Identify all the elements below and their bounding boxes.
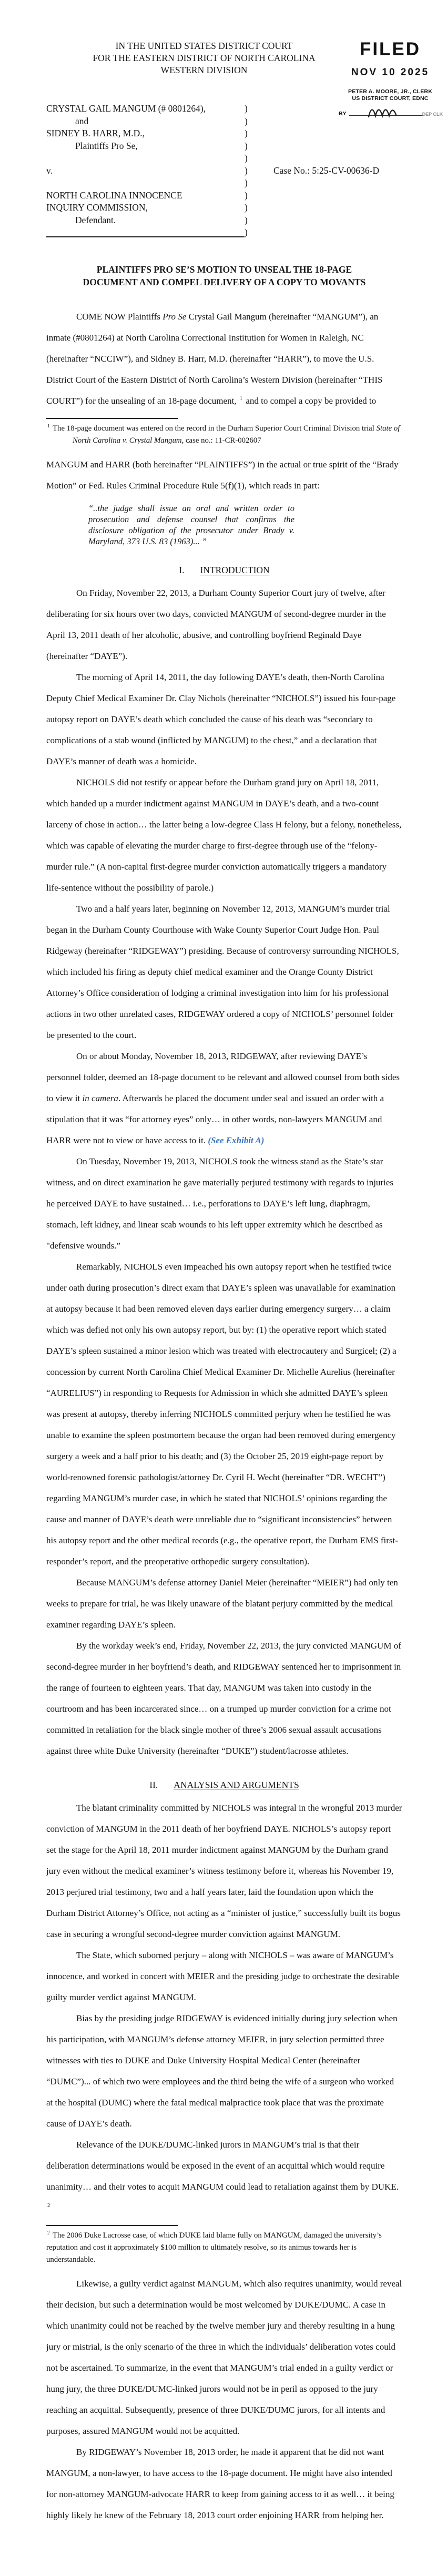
text-segment: On or about Monday, November 18, 2013, RIDGEWAY, after reviewing DAYE’s personnel folder, deemed an 18-page document to be relevant and allowed counsel from both sides to view it <box>46 1051 400 1103</box>
by-label: BY <box>339 111 347 117</box>
court-header-line-1: IN THE UNITED STATES DISTRICT COURT <box>115 41 293 51</box>
caption-paren: ) <box>245 115 248 126</box>
caption-paren: ) <box>245 177 248 188</box>
caption-party-text: INQUIRY COMMISSION, <box>46 202 148 213</box>
caption-party-text <box>46 152 245 165</box>
motion-title-line-2: DOCUMENT AND COMPEL DELIVERY OF A COPY TO MOVANTS <box>83 276 366 287</box>
text-segment: The blatant criminality committed by NICHOLS was integral in the wrongful 2013 murder conviction of MANGUM in the 2011 death of her boyfriend DAYE. NICHOLS’s autopsy report set the stage for the April 18, 2011 murder indictment against MANGUM by the Durham grand jury even without the medical examiner’s witness testimony before it, whereas his November 19, 2013 perjured trial testimony, two and a half years later, laid the foundation upon which the Durham District Attorney’s Office, not acting as a “minister of justice,” successfully built its bogus case in securing a wrongful second-degree murder conviction against MANGUM. <box>46 1802 402 1939</box>
text-segment: Likewise, a guilty verdict against MANGUM, which also requires unanimity, would reveal their decision, but such a determination would be most welcomed by DUKE/DUMC. A case in which unanimity could not be reached by the twelve member jury and thereby resulting in a hung jury or mistrial, is the only scenario of the three in which the individuals’ deliberation votes could not be ascertained. To summarize, in the event that MANGUM’s trial ended in a guilty verdict or hung jury, the three DUKE/DUMC-linked jurors would not be in peril as opposed to the jury reaching an acquittal. Subsequently, presence of three DUKE/DUMC jurors, for all intents and purposes, assured MANGUM would not be acquitted. <box>46 2278 402 2436</box>
caption-signature-line <box>46 226 245 237</box>
body-paragraph <box>46 1046 402 1151</box>
caption-paren: ) <box>245 153 248 163</box>
caption-row <box>46 189 402 202</box>
section-title: ANALYSIS AND ARGUMENTS <box>174 1779 299 1790</box>
text-segment: Because MANGUM’s defense attorney Daniel Meier (hereinafter “MEIER”) had only ten weeks to prepare for trial, he was likely unaware of the blatant perjury committed by the medical examiner regarding DAYE’s spleen. <box>46 1577 398 1630</box>
section-number: II. <box>149 1779 158 1790</box>
section-heading <box>46 1776 402 1793</box>
body-paragraph <box>46 583 402 667</box>
caption-party-text: CRYSTAL GAIL MANGUM (# 0801264), <box>46 103 206 114</box>
body-paragraph <box>46 1798 402 1945</box>
caption-paren: ) <box>245 214 248 225</box>
text-segment: By the workday week’s end, Friday, November 22, 2013, the jury convicted MANGUM of second-degree murder in her boyfriend’s death, and RIDGEWAY sentenced her to imprisonment in the range of fourteen to eighteen years. That day, MANGUM was taken into custody in the courtroom and has been incarcerated since… on a trumped up murder conviction for a crime not committed in retaliation for the black single mother of three’s 2006 sexual assault accusations against three white Duke University (hereinafter “DUKE”) student/lacrosse athletes. <box>46 1640 401 1756</box>
body-paragraph <box>46 2134 402 2219</box>
caption-paren: ) <box>245 227 248 237</box>
footnote-reference: 1 <box>239 395 243 402</box>
text-segment: On Tuesday, November 19, 2013, NICHOLS took the witness stand as the State’s star witness, and on direct examination he gave materially perjured testimony with regards to injuries he perceived DAYE to have sustained… i.e., perforations to DAYE’s left lung, diaphragm, stomach, left kidney, and linear scab wounds to his left upper extremity which he described as "defensive wounds.” <box>46 1156 393 1251</box>
footnote <box>46 2225 402 2266</box>
body-paragraph <box>46 2008 402 2134</box>
text-segment: Two and a half years later, beginning on November 12, 2013, MANGUM’s murder trial began in the Durham County Courthouse with Wake County Superior Court Judge Hon. Paul Ridgeway (hereinafter “RIDGEWAY”) presiding. Because of controversy surrounding NICHOLS, which included his firing as deputy chief medical examiner and the Orange County District Attorney’s Office consideration of lodging a criminal investigation into him for his professional actions in two other unrelated cases, RIDGEWAY ordered a copy of NICHOLS’ personnel folder be presented to the court. <box>46 903 399 1040</box>
body-paragraph <box>46 1151 402 1256</box>
footnote-text <box>46 423 402 447</box>
filed-stamp-date: NOV 10 2025 <box>351 67 430 78</box>
section-title: INTRODUCTION <box>200 564 270 575</box>
text-segment: Remarkably, NICHOLS even impeached his own autopsy report when he testified twice under oath during prosecution’s direct exam that DAYE’s spleen was unavailable for examination at autopsy because it had been removed eleven days earlier during emergency surgery… a claim which was defied not only his own autopsy report, but by: (1) the operative report which stated DAYE’s spleen sustained a minor lesion which was treated with electrocautery and Surgicel; (2) a concession by current North Carolina Chief Medical Examiner Dr. Michelle Aurelius (hereinafter “AURELIUS”) in responding to Requests for Admission in which she admitted DAYE’s spleen was present at autopsy, thereby inferring NICHOLS committed perjury when he testified he was unable to examine the spleen postmortem because the organ had been removed during emergency surgery a week and a half prior to his death; and (3) the October 25, 2019 eight-page report by world-renowned forensic pathologist/attorney Dr. Cyril H. Wecht (hereinafter “DR. WECHT”) regarding MANGUM’s murder case, in which he stated that NICHOLS’ opinions regarding the cause and manner of DAYE’s death were unreliable due to “significant inconsistencies” between his autopsy report and the other medical records (e.g., the operative report, the Durham EMS first-responder’s report, and the preoperative orthopedic surgery consultation). <box>46 1261 398 1566</box>
text-segment: By RIDGEWAY’s November 18, 2013 order, he made it apparent that he did not want MANGUM, a non-lawyer, to have access to the 18-page document. He might have also intended for non-attorney MANGUM-advocate HARR to keep from gaining access to it as well… it being highly likely he knew of the February 18, 2013 court order enjoining HARR from helping her. <box>46 2447 394 2520</box>
case-caption <box>46 103 402 239</box>
footnote-separator <box>46 418 178 419</box>
exhibit-reference: (See Exhibit A) <box>208 1135 265 1145</box>
text-segment: case no.: 11-CR-002607 <box>184 436 261 445</box>
court-header <box>46 0 362 76</box>
section-heading <box>46 562 402 578</box>
text-segment: The State, which suborned perjury – along with NICHOLS – was aware of MANGUM’s innocence, and worked in concert with MEIER and the presiding judge to orchestrate the desirable guilty murder verdict against MANGUM. <box>46 1950 399 2002</box>
caption-row <box>46 177 402 189</box>
caption-party-text: and <box>75 115 89 126</box>
body-paragraph <box>46 454 402 496</box>
text-segment: Bias by the presiding judge RIDGEWAY is evidenced initially during jury selection when his participation, with MANGUM’s defense attorney MEIER, in jury selection permitted three witnesses with ties to DUKE and Duke University Hospital Medical Center (hereinafter “DUMC”)... of which two were employees and the third being the wife of a surgeon who worked at the hospital (DUMC) where the fatal medical malpractice took place that was the proximate cause of DAYE’s death. <box>46 2013 398 2129</box>
text-segment: The 2006 Duke Lacrosse case, of which DUKE laid blame fully on MANGUM, damaged the university’s reputation and cost it approximately $100 million to ultimately resolve, so its animus towards her is understandable. <box>46 2231 382 2264</box>
caption-row <box>46 140 402 153</box>
clerk-name-line: PETER A. MOORE, JR., CLERK <box>348 88 432 95</box>
text-segment: . Afterwards he placed the document under seal and issued an order with a stipulation that it was “for attorney eyes” only… in other words, non-lawyers MANGUM and HARR were not to view or have access to it. <box>46 1093 384 1145</box>
caption-paren: ) <box>245 202 248 213</box>
motion-title <box>46 263 402 288</box>
text-segment: The morning of April 14, 2011, the day following DAYE’s death, then-North Carolina Deputy Chief Medical Examiner Dr. Clay Nichols (hereinafter “NICHOLS”) issued his four-page autopsy report on DAYE’s death which concluded the cause of his death was “secondary to complications of a stab wound (inflicted by MANGUM) to the chest,” and a declaration that DAYE’s manner of death was a homicide. <box>46 672 396 766</box>
caption-paren: ) <box>245 103 248 114</box>
caption-row <box>46 226 402 239</box>
text-segment: Relevance of the DUKE/DUMC-linked jurors in MANGUM’s trial is that their deliberation determinations would be exposed in the event of an acquittal which would require unanimity… and their votes to acquit MANGUM could lead to retaliation against them by DUKE. <box>46 2139 399 2192</box>
caption-row <box>46 103 402 115</box>
text-segment: and to compel a copy be provided to <box>243 395 377 406</box>
body-paragraph <box>46 1572 402 1635</box>
caption-party-text: Plaintiffs Pro Se, <box>75 140 138 151</box>
body-paragraph <box>46 667 402 772</box>
case-number: Case No.: 5:25-CV-00636-D <box>273 165 380 176</box>
caption-party-text: Defendant. <box>75 214 116 225</box>
footnote-text <box>46 2230 402 2266</box>
caption-paren: ) <box>245 165 248 176</box>
footnote-reference: 2 <box>47 2230 50 2235</box>
body-paragraph <box>46 306 402 412</box>
caption-row <box>46 165 402 177</box>
caption-paren: ) <box>245 189 248 201</box>
body-paragraph <box>46 772 402 898</box>
body-paragraph <box>46 2442 402 2526</box>
court-header-line-2: FOR THE EASTERN DISTRICT OF NORTH CAROLINA <box>93 53 316 63</box>
body-paragraph <box>46 1635 402 1762</box>
rule-quote <box>88 503 294 547</box>
caption-party-text: v. <box>46 165 53 176</box>
footnote-reference: 2 <box>47 2202 50 2209</box>
body-paragraph <box>46 1945 402 2008</box>
text-segment: The 18-page document was entered on the record in the Durham Superior Court Criminal Division trial <box>50 424 377 433</box>
body-paragraph <box>46 2273 402 2442</box>
motion-body <box>46 306 402 2526</box>
caption-row <box>46 115 402 128</box>
text-segment: in camera <box>82 1093 118 1103</box>
footnote <box>46 418 402 447</box>
section-number: I. <box>179 564 185 575</box>
clerk-court-line: US DISTRICT COURT, EDNC <box>352 95 429 102</box>
text-segment: State of North Carolina v. Crystal Mangum, <box>73 424 400 445</box>
text-segment: “..the judge shall issue an oral and written order to prosecution and defense counsel that confirms the disclosure obligation of the prosecutor under Brady v. Maryland, 373 U.S. 83 (1963)... ” <box>88 503 294 546</box>
caption-row <box>46 152 402 165</box>
caption-row <box>46 202 402 214</box>
text-segment: Pro Se <box>162 311 187 322</box>
text-segment: MANGUM and HARR (both hereinafter “PLAINTIFFS”) in the actual or true spirit of the “Brady Motion” or Fed. Rules Criminal Procedure Rule 5(f)(1), which reads in part: <box>46 459 399 491</box>
text-segment: On Friday, November 22, 2013, a Durham County Superior Court jury of twelve, after deliberating for six hours over two days, convicted MANGUM of second-degree murder in the April 13, 2011 death of her alcoholic, abusive, and controlling boyfriend Reginald Daye (hereinafter “DAYE”). <box>46 587 386 661</box>
caption-paren: ) <box>245 140 248 151</box>
footnote-reference: 1 <box>47 423 50 428</box>
footnote-separator <box>46 2225 178 2226</box>
caption-party-text: SIDNEY B. HARR, M.D., <box>46 128 145 138</box>
caption-party-text <box>46 177 245 189</box>
body-paragraph <box>46 1256 402 1572</box>
text-segment: COME NOW Plaintiffs <box>76 311 163 322</box>
caption-row <box>46 214 402 227</box>
court-header-line-3: WESTERN DIVISION <box>160 65 248 75</box>
body-paragraph <box>46 898 402 1046</box>
motion-title-line-1: PLAINTIFFS PRO SE’S MOTION TO UNSEAL THE 18-PAGE <box>96 264 352 275</box>
text-segment: Crystal Gail Mangum (hereinafter “MANGUM”), an inmate (#0801264) at North Carolina Correctional Institution for Women in Raleigh, NC (hereinafter “NCCIW”), and Sidney B. Harr, M.D. (hereinafter “HARR”), to move the U.S. District Court of the Eastern District of North Carolina’s Western Division (hereinafter “THIS COURT”) for the unsealing of an 18-page document, <box>46 311 383 406</box>
filed-stamp-label: FILED <box>359 39 421 59</box>
text-segment: NICHOLS did not testify or appear before the Durham grand jury on April 18, 2011, which handed up a murder indictment against MANGUM in DAYE’s death, and a two-count larceny of chose in action… the latter being a low-degree Class H felony, but a felony, nonetheless, which was capable of elevating the murder charge to first-degree through use of the “felony-murder rule.” (A non-capital first-degree murder conviction automatically triggers a mandatory life-sentence without the possibility of parole.) <box>46 777 402 893</box>
deputy-clerk-label: DEP CLK <box>422 112 443 117</box>
caption-party-text: NORTH CAROLINA INNOCENCE <box>46 189 182 201</box>
caption-row <box>46 127 402 140</box>
caption-paren: ) <box>245 128 248 138</box>
